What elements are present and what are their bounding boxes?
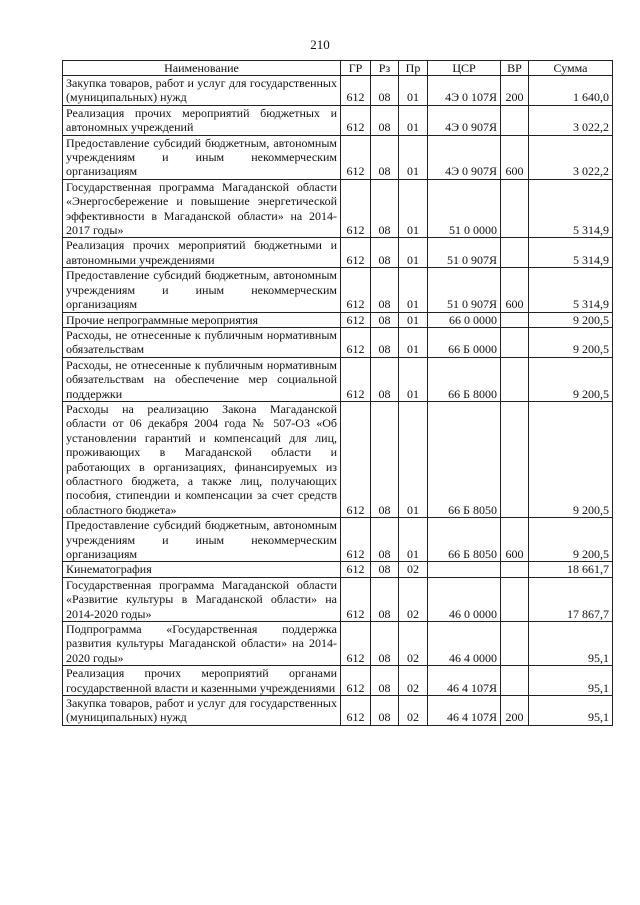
row-csr: 66 0 0000 bbox=[428, 312, 501, 327]
row-csr: 51 0 907Я bbox=[428, 238, 501, 268]
row-vr bbox=[501, 401, 529, 517]
row-csr: 46 4 107Я bbox=[428, 696, 501, 726]
row-vr: 600 bbox=[501, 268, 529, 312]
row-name: Предоставление субсидий бюджетным, автономным учреждениям и иным некоммерческим организациям bbox=[63, 518, 341, 562]
table-row bbox=[63, 312, 613, 327]
row-vr bbox=[501, 622, 529, 666]
row-pr: 01 bbox=[399, 76, 428, 106]
row-name: Закупка товаров, работ и услуг для государственных (муниципальных) нужд bbox=[63, 76, 341, 106]
row-gr: 612 bbox=[341, 518, 371, 562]
row-rz: 08 bbox=[371, 327, 399, 357]
row-pr: 01 bbox=[399, 312, 428, 327]
row-csr: 66 Б 8050 bbox=[428, 401, 501, 517]
table-header-row bbox=[63, 61, 613, 76]
row-sum: 3 022,2 bbox=[529, 135, 613, 179]
row-pr: 01 bbox=[399, 327, 428, 357]
row-rz: 08 bbox=[371, 238, 399, 268]
row-csr: 66 Б 8000 bbox=[428, 357, 501, 401]
table-row bbox=[63, 238, 613, 268]
row-vr bbox=[501, 105, 529, 135]
row-csr: 4Э 0 907Я bbox=[428, 135, 501, 179]
row-name: Реализация прочих мероприятий бюджетных и автономных учреждений bbox=[63, 105, 341, 135]
row-csr: 46 0 0000 bbox=[428, 577, 501, 621]
row-csr: 66 Б 0000 bbox=[428, 327, 501, 357]
row-gr: 612 bbox=[341, 562, 371, 577]
table-row bbox=[63, 518, 613, 562]
table-row bbox=[63, 268, 613, 312]
row-name: Закупка товаров, работ и услуг для государственных (муниципальных) нужд bbox=[63, 696, 341, 726]
row-rz: 08 bbox=[371, 622, 399, 666]
row-sum: 95,1 bbox=[529, 666, 613, 696]
row-csr: 46 4 0000 bbox=[428, 622, 501, 666]
row-gr: 612 bbox=[341, 622, 371, 666]
row-rz: 08 bbox=[371, 577, 399, 621]
row-csr: 4Э 0 907Я bbox=[428, 105, 501, 135]
row-pr: 01 bbox=[399, 268, 428, 312]
row-pr: 01 bbox=[399, 518, 428, 562]
table-row bbox=[63, 357, 613, 401]
row-name: Предоставление субсидий бюджетным, автономным учреждениям и иным некоммерческим организациям bbox=[63, 268, 341, 312]
row-name: Реализация прочих мероприятий органами государственной власти и казенными учреждениями bbox=[63, 666, 341, 696]
row-pr: 02 bbox=[399, 577, 428, 621]
header-sum: Сумма bbox=[529, 61, 613, 76]
table-row bbox=[63, 179, 613, 238]
row-name: Государственная программа Магаданской области «Развитие культуры в Магаданской области» на 2014-2020 годы» bbox=[63, 577, 341, 621]
row-rz: 08 bbox=[371, 76, 399, 106]
row-vr bbox=[501, 179, 529, 238]
row-sum: 5 314,9 bbox=[529, 179, 613, 238]
row-rz: 08 bbox=[371, 105, 399, 135]
row-sum: 9 200,5 bbox=[529, 327, 613, 357]
table-row bbox=[63, 76, 613, 106]
row-rz: 08 bbox=[371, 357, 399, 401]
row-gr: 612 bbox=[341, 401, 371, 517]
row-pr: 01 bbox=[399, 238, 428, 268]
row-name: Подпрограмма «Государственная поддержка развития культуры Магаданской области» на 2014-2020 годы» bbox=[63, 622, 341, 666]
row-pr: 02 bbox=[399, 562, 428, 577]
row-vr bbox=[501, 666, 529, 696]
row-rz: 08 bbox=[371, 666, 399, 696]
budget-table bbox=[62, 60, 613, 726]
row-name: Расходы, не отнесенные к публичным нормативным обязательствам на обеспечение мер социальной поддержки bbox=[63, 357, 341, 401]
row-pr: 02 bbox=[399, 696, 428, 726]
row-pr: 02 bbox=[399, 666, 428, 696]
row-gr: 612 bbox=[341, 577, 371, 621]
row-name: Расходы на реализацию Закона Магаданской области от 06 декабря 2004 года № 507-ОЗ «Об установлении гарантий и компенсаций для лиц, проживающих в Магаданской области и работающих в организациях, финансируемых из областного бюджета, а также лиц, получающих пособия, стипендии и компенсации за счет средств областного бюджета» bbox=[63, 401, 341, 517]
row-rz: 08 bbox=[371, 135, 399, 179]
row-gr: 612 bbox=[341, 105, 371, 135]
row-pr: 01 bbox=[399, 105, 428, 135]
row-rz: 08 bbox=[371, 401, 399, 517]
row-sum: 9 200,5 bbox=[529, 401, 613, 517]
row-sum: 95,1 bbox=[529, 622, 613, 666]
table-row bbox=[63, 577, 613, 621]
row-sum: 9 200,5 bbox=[529, 357, 613, 401]
row-pr: 02 bbox=[399, 622, 428, 666]
row-vr: 200 bbox=[501, 76, 529, 106]
row-csr: 51 0 907Я bbox=[428, 268, 501, 312]
header-pr: Пр bbox=[399, 61, 428, 76]
row-rz: 08 bbox=[371, 518, 399, 562]
row-gr: 612 bbox=[341, 312, 371, 327]
row-gr: 612 bbox=[341, 357, 371, 401]
row-gr: 612 bbox=[341, 268, 371, 312]
row-rz: 08 bbox=[371, 312, 399, 327]
row-vr bbox=[501, 312, 529, 327]
row-vr: 600 bbox=[501, 135, 529, 179]
row-csr: 51 0 0000 bbox=[428, 179, 501, 238]
row-rz: 08 bbox=[371, 562, 399, 577]
row-name: Государственная программа Магаданской области «Энергосбережение и повышение энергетической эффективности в Магаданской области» на 2014-2017 годы» bbox=[63, 179, 341, 238]
row-vr bbox=[501, 357, 529, 401]
table-row bbox=[63, 696, 613, 726]
row-rz: 08 bbox=[371, 179, 399, 238]
row-vr bbox=[501, 562, 529, 577]
row-gr: 612 bbox=[341, 327, 371, 357]
row-gr: 612 bbox=[341, 696, 371, 726]
row-gr: 612 bbox=[341, 179, 371, 238]
table-row bbox=[63, 327, 613, 357]
table-row bbox=[63, 666, 613, 696]
row-rz: 08 bbox=[371, 696, 399, 726]
table-row bbox=[63, 622, 613, 666]
header-csr: ЦСР bbox=[428, 61, 501, 76]
row-gr: 612 bbox=[341, 666, 371, 696]
row-vr: 200 bbox=[501, 696, 529, 726]
row-csr: 66 Б 8050 bbox=[428, 518, 501, 562]
row-name: Расходы, не отнесенные к публичным нормативным обязательствам bbox=[63, 327, 341, 357]
row-name: Реализация прочих мероприятий бюджетными и автономными учреждениями bbox=[63, 238, 341, 268]
page-number: 210 bbox=[310, 37, 330, 52]
row-sum: 5 314,9 bbox=[529, 268, 613, 312]
row-gr: 612 bbox=[341, 238, 371, 268]
row-pr: 01 bbox=[399, 401, 428, 517]
row-vr bbox=[501, 327, 529, 357]
row-sum: 17 867,7 bbox=[529, 577, 613, 621]
row-sum: 18 661,7 bbox=[529, 562, 613, 577]
header-vr: ВР bbox=[501, 61, 529, 76]
row-pr: 01 bbox=[399, 135, 428, 179]
table-row bbox=[63, 562, 613, 577]
row-rz: 08 bbox=[371, 268, 399, 312]
row-csr: 46 4 107Я bbox=[428, 666, 501, 696]
row-name: Предоставление субсидий бюджетным, автономным учреждениям и иным некоммерческим организациям bbox=[63, 135, 341, 179]
row-name: Кинематография bbox=[63, 562, 341, 577]
row-sum: 5 314,9 bbox=[529, 238, 613, 268]
row-vr: 600 bbox=[501, 518, 529, 562]
row-gr: 612 bbox=[341, 76, 371, 106]
table-row bbox=[63, 135, 613, 179]
row-csr bbox=[428, 562, 501, 577]
row-vr bbox=[501, 577, 529, 621]
row-vr bbox=[501, 238, 529, 268]
table-row bbox=[63, 401, 613, 517]
row-csr: 4Э 0 107Я bbox=[428, 76, 501, 106]
row-gr: 612 bbox=[341, 135, 371, 179]
table-row bbox=[63, 105, 613, 135]
row-sum: 1 640,0 bbox=[529, 76, 613, 106]
header-name: Наименование bbox=[63, 61, 341, 76]
row-pr: 01 bbox=[399, 179, 428, 238]
row-sum: 95,1 bbox=[529, 696, 613, 726]
row-sum: 9 200,5 bbox=[529, 518, 613, 562]
header-rz: Рз bbox=[371, 61, 399, 76]
row-sum: 3 022,2 bbox=[529, 105, 613, 135]
header-gr: ГР bbox=[341, 61, 371, 76]
row-name: Прочие непрограммные мероприятия bbox=[63, 312, 341, 327]
row-sum: 9 200,5 bbox=[529, 312, 613, 327]
row-pr: 01 bbox=[399, 357, 428, 401]
